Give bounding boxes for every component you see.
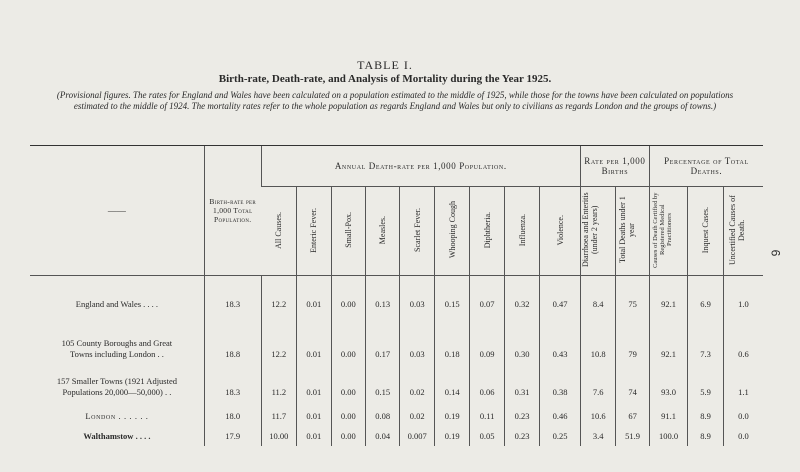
cell: 92.1 [649,318,688,368]
cell: 0.19 [434,406,469,426]
death-rate-group-header: Annual Death-rate per 1,000 Population. [261,146,580,187]
cell: 0.08 [366,406,400,426]
cell: 0.06 [470,368,504,406]
cell: 18.3 [204,276,261,319]
table-subtitle: Birth-rate, Death-rate, and Analysis of Mortality during the Year 1925. [218,73,552,85]
cell: 6.9 [688,276,723,319]
births-rate-group-header: Rate per 1,000 Births [580,146,649,187]
cell: 0.01 [297,276,331,319]
cell: 0.01 [297,368,331,406]
cell: 0.00 [331,318,365,368]
cell: 0.00 [331,276,365,319]
col-header-measles: Measles. [366,187,400,276]
stub-header: —— [30,146,204,276]
cell: 0.19 [434,426,469,446]
cell: 0.15 [434,276,469,319]
table-row [30,276,763,319]
cell: 0.05 [470,426,504,446]
cell: 10.6 [580,406,615,426]
cell: 0.02 [400,368,434,406]
cell: 18.3 [204,368,261,406]
cell: 0.09 [470,318,504,368]
cell: 93.0 [649,368,688,406]
col-header-influenza: Influenza. [504,187,539,276]
cell: 0.14 [434,368,469,406]
cell: 0.17 [366,318,400,368]
cell: 18.0 [204,406,261,426]
cell: 7.6 [580,368,615,406]
col-header-uncertified: Uncertified Causes of Death. [723,187,763,276]
col-header-inquest: Inquest Cases. [688,187,723,276]
col-header-enteric-fever: Enteric Fever. [297,187,331,276]
cell: 0.00 [331,406,365,426]
cell: 10.8 [580,318,615,368]
cell: 0.32 [504,276,539,319]
table-row [30,318,763,368]
cell: 0.01 [297,318,331,368]
cell: 0.01 [297,406,331,426]
cell: 92.1 [649,276,688,319]
cell: 18.8 [204,318,261,368]
cell: 0.03 [400,276,434,319]
cell: 0.02 [400,406,434,426]
cell: 0.007 [400,426,434,446]
col-header-scarlet-fever: Scarlet Fever. [400,187,434,276]
table-row [30,406,763,426]
mortality-table [30,145,763,446]
cell: 3.4 [580,426,615,446]
cell: 0.47 [540,276,581,319]
cell: 1.0 [723,276,763,319]
cell: 91.1 [649,406,688,426]
cell: 5.9 [688,368,723,406]
percentage-group-header: Percentage of Total Deaths. [649,146,763,187]
col-header-diarrhoea: Diarrhoea and Enteritis (under 2 years) [580,187,615,276]
row-label: Walthamstow . . . . [83,430,151,441]
cell: 8.9 [688,406,723,426]
cell: 12.2 [261,318,296,368]
table-row [30,426,763,446]
col-header-diphtheria: Diphtheria. [470,187,504,276]
cell: 0.23 [504,426,539,446]
cell: 51.9 [616,426,649,446]
cell: 0.46 [540,406,581,426]
col-header-whooping-cough: Whooping Cough [434,187,469,276]
cell: 0.03 [400,318,434,368]
cell: 0.25 [540,426,581,446]
cell: 11.7 [261,406,296,426]
cell: 8.4 [580,276,615,319]
cell: 7.3 [688,318,723,368]
cell: 11.2 [261,368,296,406]
cell: 74 [616,368,649,406]
cell: 8.9 [688,426,723,446]
cell: 0.38 [540,368,581,406]
birth-rate-header: Birth-rate per 1,000 Total Population. [204,146,261,276]
row-label: 157 Smaller Towns (1921 Adjusted Populations 20,000—50,000) . . [56,376,177,397]
cell: 67 [616,406,649,426]
cell: 12.2 [261,276,296,319]
cell: 0.00 [331,426,365,446]
col-header-all-causes: All Causes. [261,187,296,276]
cell: 0.18 [434,318,469,368]
table-row [30,368,763,406]
cell: 0.07 [470,276,504,319]
cell: 0.6 [723,318,763,368]
cell: 75 [616,276,649,319]
cell: 0.01 [297,426,331,446]
cell: 0.13 [366,276,400,319]
cell: 17.9 [204,426,261,446]
cell: 0.43 [540,318,581,368]
cell: 0.23 [504,406,539,426]
cell: 79 [616,318,649,368]
cell: 100.0 [649,426,688,446]
cell: 0.04 [366,426,400,446]
col-header-violence: Violence. [540,187,581,276]
cell: 0.0 [723,426,763,446]
cell: 0.0 [723,406,763,426]
provisional-note: (Provisional figures. The rates for England and Wales have been calculated on a population estimated to the middle of 1925, while those for the towns have been calculated on populations estimated to the middle of 1924. The mortality rates refer to the whole population as regards England and Wales but only to civilians as regards London and the groups of towns.) [56,90,734,111]
cell: 10.00 [261,426,296,446]
cell: 0.00 [331,368,365,406]
row-label: England and Wales . . . . [75,298,159,309]
cell: 0.11 [470,406,504,426]
cell: 1.1 [723,368,763,406]
col-header-certified: Causes of Death Certified by Registered Medical Practitioners [649,187,688,276]
col-header-deaths-under-1: Total Deaths under 1 year [616,187,649,276]
table-title: TABLE I. [357,58,413,72]
page-number: 6 [768,249,783,257]
cell: 0.15 [366,368,400,406]
cell: 0.31 [504,368,539,406]
row-label: 105 County Boroughs and Great Towns including London . . [61,338,173,359]
row-label: London . . . . . . [85,410,149,421]
cell: 0.30 [504,318,539,368]
col-header-small-pox: Small-Pox. [331,187,365,276]
